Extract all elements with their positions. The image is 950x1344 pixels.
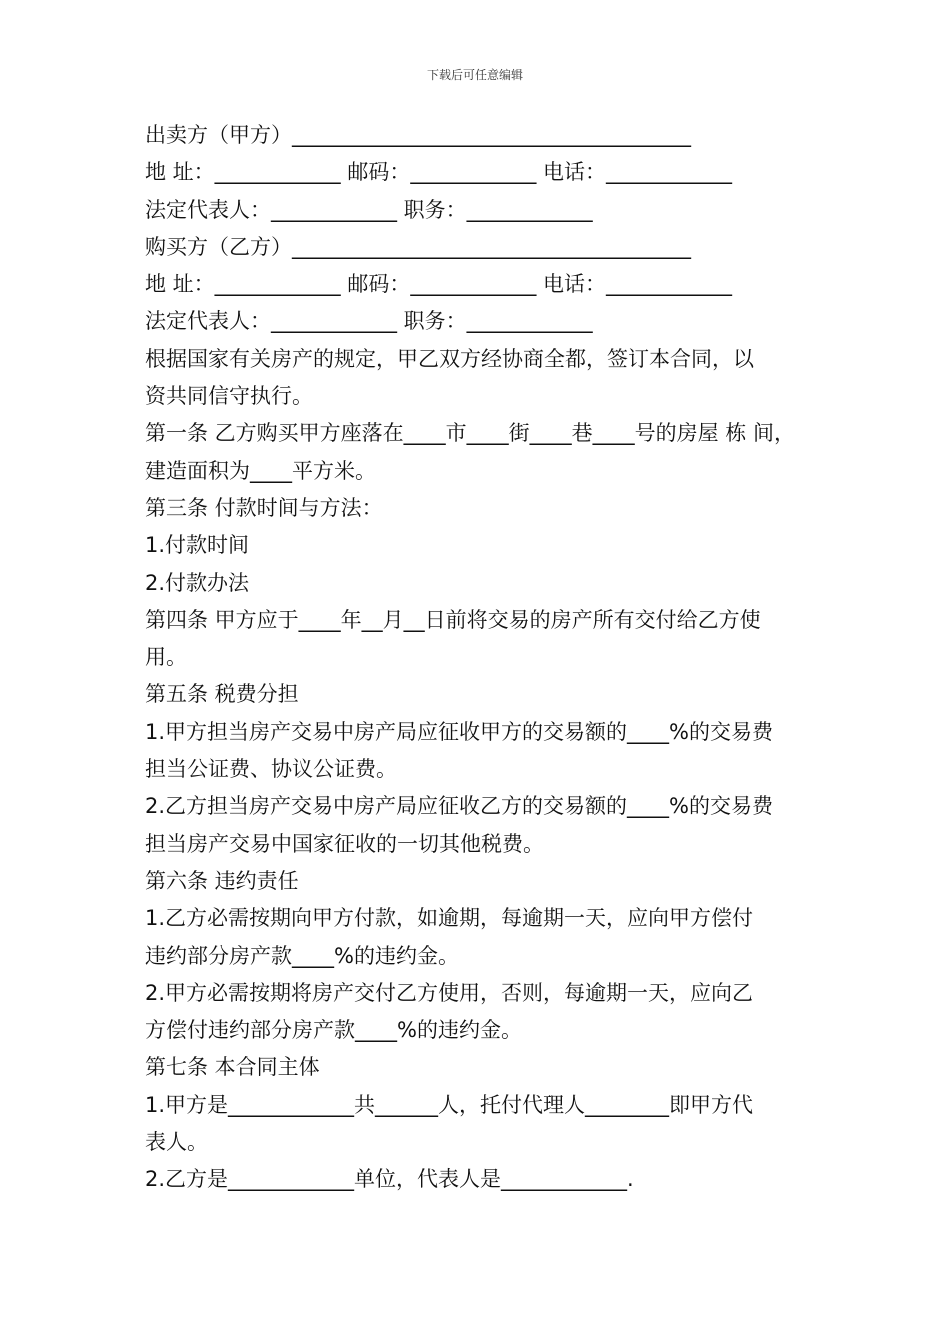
article-6-item-2-line-2: 方偿付违约部分房产款____%的违约金。 — [145, 1018, 522, 1043]
article-5-heading: 第五条 税费分担 — [145, 682, 299, 707]
buyer-address-line: 地 址：____________ 邮码：____________ 电话：____________ — [145, 272, 733, 297]
seller-address-line: 地 址：____________ 邮码：____________ 电话：____________ — [145, 160, 733, 185]
contract-body — [145, 117, 815, 1199]
preamble-line-2: 资共同信守执行。 — [145, 384, 313, 409]
article-5-item-1-line-1: 1.甲方担当房产交易中房产局应征收甲方的交易额的____%的交易费 — [145, 719, 773, 744]
article-7-item-1-line-1: 1.甲方是____________共______人，托付代理人________即甲方代 — [145, 1092, 754, 1117]
article-1-line-2: 建造面积为____平方米。 — [145, 458, 376, 483]
article-6-item-2-line-1: 2.甲方必需按期将房产交付乙方使用，否则，每逾期一天，应向乙 — [145, 980, 754, 1005]
seller-representative-line: 法定代表人：____________ 职务：____________ — [145, 197, 593, 222]
buyer-line: 购买方（乙方）______________________________________ — [145, 234, 691, 259]
article-7-item-1-line-2: 表人。 — [145, 1130, 208, 1155]
article-5-item-1-line-2: 担当公证费、协议公证费。 — [145, 757, 397, 782]
page-header: 下载后可任意编辑 — [426, 68, 523, 82]
article-3-heading: 第三条 付款时间与方法： — [145, 495, 383, 520]
article-5-item-2-line-1: 2.乙方担当房产交易中房产局应征收乙方的交易额的____%的交易费 — [145, 794, 773, 819]
article-3-item-1: 1.付款时间 — [145, 533, 250, 558]
buyer-representative-line: 法定代表人：____________ 职务：____________ — [145, 309, 593, 334]
seller-line: 出卖方（甲方）______________________________________ — [145, 123, 691, 147]
article-6-item-1-line-1: 1.乙方必需按期向甲方付款，如逾期，每逾期一天，应向甲方偿付 — [145, 906, 754, 931]
article-6-heading: 第六条 违约责任 — [145, 868, 299, 893]
article-1-line-1: 第一条 乙方购买甲方座落在____市____街____巷____号的房屋 栋 间， — [145, 421, 796, 446]
preamble-line-1: 根据国家有关房产的规定，甲乙双方经协商全都，签订本合同，以 — [145, 346, 754, 371]
article-6-item-1-line-2: 违约部分房产款____%的违约金。 — [145, 943, 459, 968]
article-4-line-1: 第四条 甲方应于____年__月__日前将交易的房产所有交付给乙方使 — [145, 607, 761, 632]
article-7-heading: 第七条 本合同主体 — [145, 1055, 320, 1080]
article-4-line-2: 用。 — [145, 645, 187, 670]
article-7-item-2: 2.乙方是____________单位，代表人是____________. — [145, 1167, 634, 1192]
article-5-item-2-line-2: 担当房产交易中国家征收的一切其他税费。 — [145, 831, 544, 856]
article-3-item-2: 2.付款办法 — [145, 570, 250, 595]
